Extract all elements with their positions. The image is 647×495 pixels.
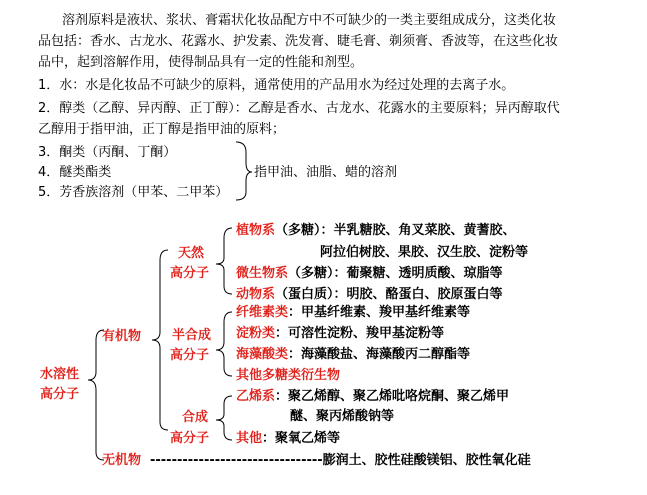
inorganic-desc: --------------------------------膨润土、胶性硅酸镁铝、胶性氧化硅 — [150, 453, 531, 468]
semi-label-line-1: 半合成 — [172, 328, 212, 343]
natural-item-plant — [236, 222, 516, 240]
starch-label: 淀粉类 — [236, 326, 276, 341]
semi-item-alginate — [236, 346, 470, 364]
intro-line-3: 品中，起到溶解作用，使得制品具有一定的性能和剂型。 — [38, 55, 364, 70]
other-polysaccharide-label: 其他多糖类衍生物 — [236, 368, 341, 383]
solvent-item-5: 5．芳香族溶剂（甲苯、二甲苯） — [38, 185, 229, 200]
natural-label-line-1: 天然 — [178, 246, 205, 261]
animal-desc: （蛋白质）：明胶、酪蛋白、胶原蛋白等 — [275, 287, 503, 302]
semi-label-line-2: 高分子 — [170, 348, 210, 363]
plant-label: 植物系 — [236, 223, 276, 238]
intro-line-1: 溶剂原料是液状、浆状、膏霜状化妆品配方中不可缺少的一类主要组成成分，这类化妆 — [62, 13, 557, 28]
synthetic-label-line-2: 高分子 — [170, 431, 210, 446]
root-label-line-2: 高分子 — [40, 387, 80, 402]
solvent-item-4: 4．醚类酯类 — [38, 165, 112, 180]
inorganic-label: 无机物 — [102, 453, 142, 468]
other-synthetic-label: 其他 — [236, 431, 263, 446]
solvent-group-note: 指甲油、油脂、蜡的溶剂 — [254, 165, 398, 180]
microbe-desc: （多糖）：葡聚糖、透明质酸、琼脂等 — [288, 266, 503, 281]
root-label-line-1: 水溶性 — [40, 367, 80, 382]
microbe-label: 微生物系 — [236, 266, 289, 281]
synthetic-item-vinyl-cont — [290, 408, 394, 426]
organic-label: 有机物 — [102, 329, 142, 344]
synthetic-item-other — [236, 430, 340, 448]
natural-item-plant-cont — [320, 244, 528, 262]
solvent-item-3: 3．酮类（丙酮、丁酮） — [38, 145, 177, 160]
vinyl-desc: ：聚乙烯醇、聚乙烯吡咯烷酮、聚乙烯甲 — [275, 389, 510, 404]
cellulose-desc: ：甲基纤维素、羧甲基纤维素等 — [288, 305, 471, 320]
synthetic-item-vinyl — [236, 388, 509, 406]
solvent-item-1: 1．水：水是化妆品不可缺少的原料，通常使用的产品用水为经过处理的去离子水。 — [38, 78, 515, 93]
vinyl-desc-cont: 醚、聚丙烯酸钠等 — [290, 409, 395, 424]
plant-desc-cont: 阿拉伯树胶、果胶、汉生胶、淀粉等 — [320, 245, 529, 260]
cellulose-label: 纤维素类 — [236, 305, 289, 320]
starch-desc: ：可溶性淀粉、羧甲基淀粉等 — [275, 326, 445, 341]
synthetic-label-line-1: 合成 — [182, 410, 209, 425]
natural-label-line-2: 高分子 — [170, 266, 210, 281]
alginate-label: 海藻酸类 — [236, 347, 289, 362]
semi-item-other — [236, 367, 340, 385]
other-synthetic-desc: ：聚氧乙烯等 — [262, 431, 341, 446]
alginate-desc: ：海藻酸盐、海藻酸丙二醇酯等 — [288, 347, 471, 362]
intro-line-2: 品包括：香水、古龙水、花露水、护发素、洗发膏、睫毛膏、剃须膏、香波等，在这些化妆 — [38, 34, 559, 49]
animal-label: 动物系 — [236, 287, 276, 302]
solvent-item-2: 2．醇类（乙醇、异丙醇、正丁醇）：乙醇是香水、古龙水、花露水的主要原料；异丙醇取代 — [38, 101, 560, 116]
vinyl-label: 乙烯系 — [236, 389, 276, 404]
natural-item-animal — [236, 286, 503, 304]
natural-item-microbe — [236, 265, 503, 283]
solvent-item-2-cont: 乙醇用于指甲油，正丁醇是指甲油的原料； — [38, 122, 286, 137]
plant-desc: （多糖）：半乳糖胶、角叉菜胶、黄蓍胶、 — [275, 223, 516, 238]
semi-item-cellulose — [236, 304, 470, 322]
semi-item-starch — [236, 325, 444, 343]
